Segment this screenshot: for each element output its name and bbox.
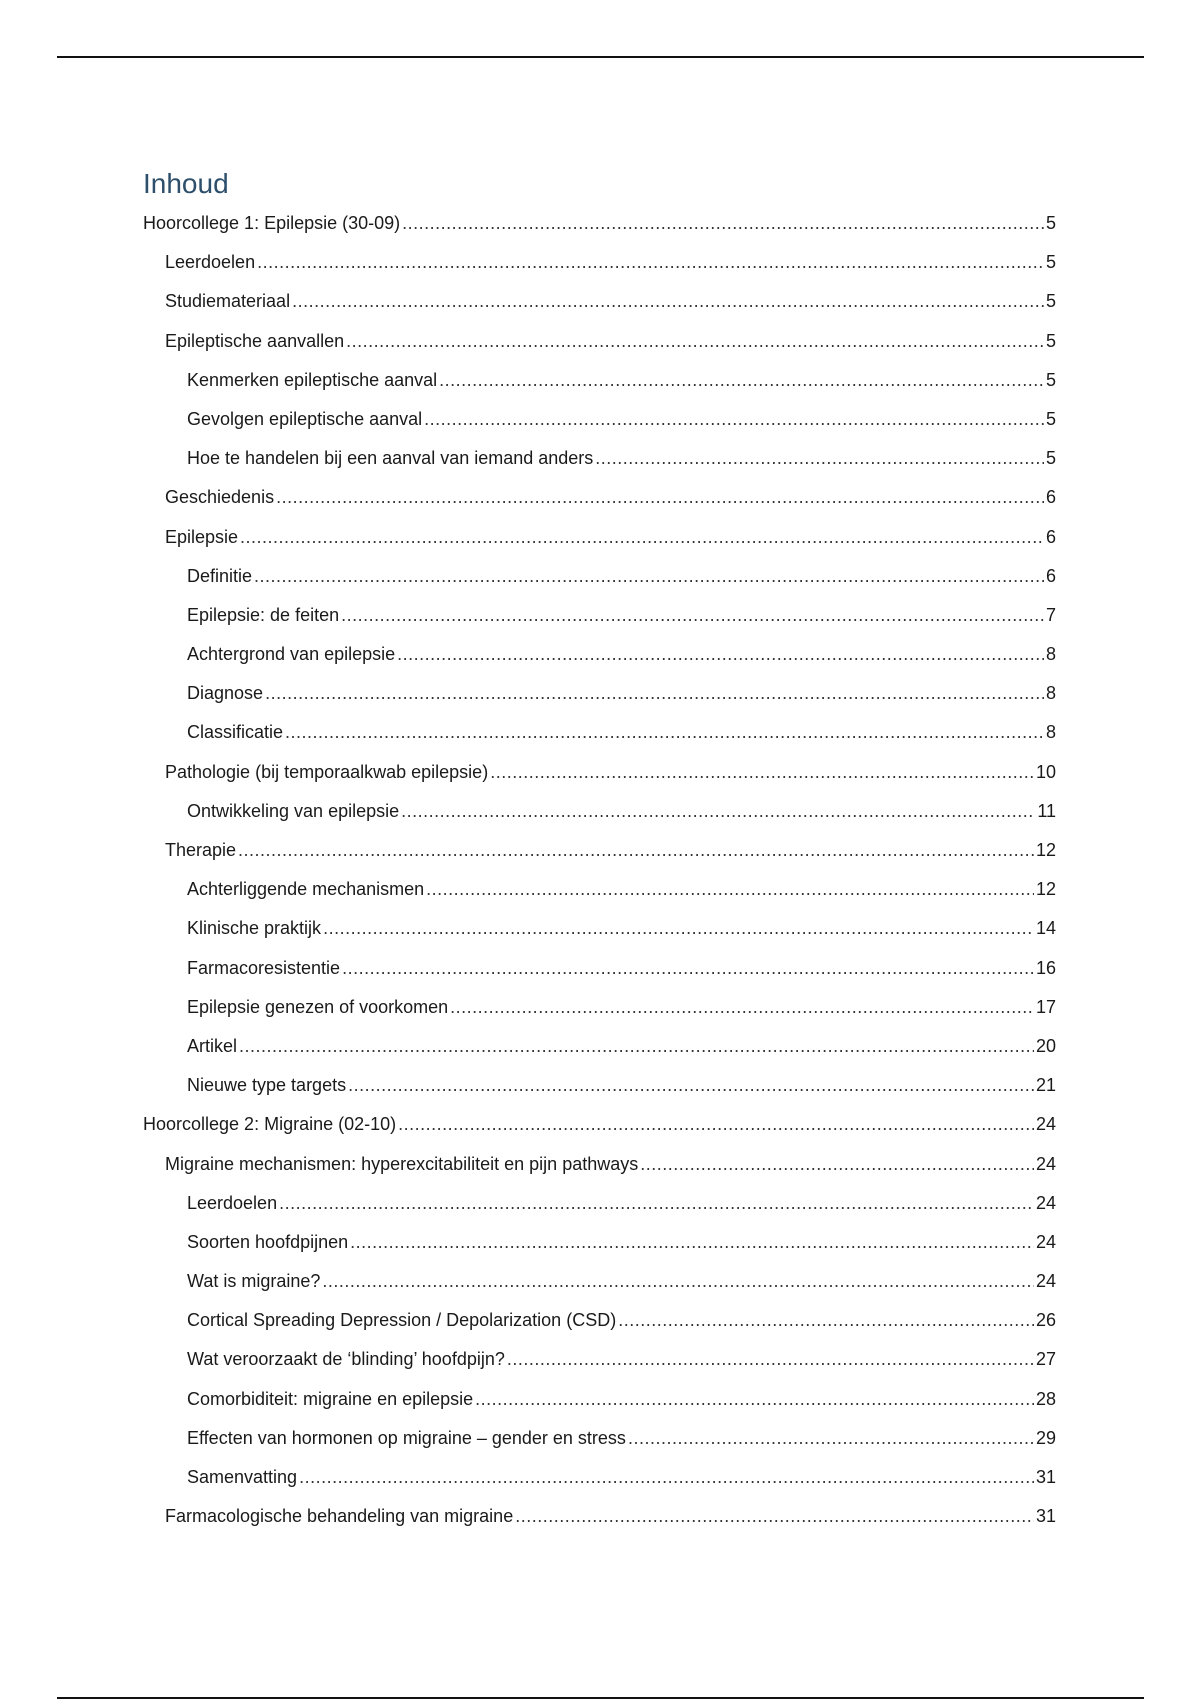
toc-dot-leader (276, 482, 1044, 512)
toc-dot-leader (279, 1188, 1034, 1218)
toc-dot-leader (475, 1384, 1034, 1414)
toc-dot-leader (240, 522, 1044, 552)
toc-entry-label: Leerdoelen (187, 1192, 278, 1213)
table-of-contents (143, 208, 1056, 1540)
toc-entry-label: Leerdoelen (165, 252, 256, 273)
toc-entry-label: Farmacologische behandeling van migraine (165, 1506, 514, 1527)
toc-entry[interactable] (143, 1070, 1056, 1109)
toc-entry-label: Epilepsie (165, 526, 239, 547)
toc-entry[interactable] (143, 247, 1056, 286)
toc-entry[interactable] (143, 1031, 1056, 1070)
toc-entry-label: Achterliggende mechanismen (187, 879, 425, 900)
toc-entry[interactable] (143, 482, 1056, 521)
toc-entry-label: Therapie (165, 840, 237, 860)
toc-entry-page: 11 (1037, 800, 1056, 821)
toc-dot-leader (299, 1462, 1034, 1492)
toc-entry-page: 24 (1035, 1192, 1056, 1213)
toc-entry-label: Wat veroorzaakt de ‘blinding’ hoofdpijn? (187, 1349, 505, 1370)
toc-entry[interactable] (143, 796, 1056, 835)
toc-entry-page: 5 (1045, 448, 1056, 469)
toc-entry-page: 5 (1045, 291, 1056, 312)
toc-entry-page: 8 (1045, 683, 1056, 704)
toc-entry[interactable] (143, 365, 1056, 404)
toc-dot-leader (323, 913, 1034, 943)
toc-entry[interactable] (143, 443, 1056, 482)
toc-dot-leader (640, 1149, 1034, 1179)
toc-entry-page: 12 (1035, 840, 1056, 860)
toc-dot-leader (424, 404, 1044, 434)
toc-entry-label: Definitie (187, 565, 253, 586)
toc-entry[interactable] (143, 208, 1056, 247)
toc-entry-page: 8 (1045, 644, 1056, 665)
toc-entry-page: 21 (1035, 1075, 1056, 1096)
toc-entry[interactable] (143, 404, 1056, 443)
toc-entry-label: Epileptische aanvallen (165, 330, 345, 351)
toc-entry-label: Achtergrond van epilepsie (187, 644, 396, 665)
toc-entry[interactable] (143, 1188, 1056, 1227)
toc-entry[interactable] (143, 1305, 1056, 1344)
toc-dot-leader (239, 1031, 1034, 1061)
toc-dot-leader (285, 717, 1044, 747)
toc-entry-page: 6 (1045, 526, 1056, 547)
toc-entry[interactable] (143, 1227, 1056, 1266)
toc-entry-page: 10 (1035, 761, 1056, 782)
toc-entry[interactable] (143, 1462, 1056, 1501)
toc-dot-leader (398, 1109, 1034, 1139)
toc-dot-leader (350, 1227, 1034, 1257)
toc-entry[interactable] (143, 1384, 1056, 1423)
toc-entry-label: Diagnose (187, 683, 264, 704)
toc-entry-page: 14 (1035, 918, 1056, 939)
toc-entry-page: 6 (1045, 487, 1056, 508)
toc-dot-leader (618, 1305, 1034, 1335)
toc-entry-page: 16 (1035, 957, 1056, 978)
toc-dot-leader (490, 757, 1034, 787)
toc-entry-page: 27 (1035, 1349, 1056, 1370)
toc-dot-leader (507, 1344, 1034, 1374)
toc-dot-leader (402, 208, 1044, 238)
toc-entry[interactable] (143, 992, 1056, 1031)
toc-entry[interactable] (143, 1149, 1056, 1188)
toc-entry-page: 29 (1035, 1427, 1056, 1448)
toc-dot-leader (238, 835, 1034, 865)
toc-entry-page: 31 (1035, 1506, 1056, 1527)
toc-entry-label: Gevolgen epileptische aanval (187, 408, 423, 429)
toc-entry[interactable] (143, 874, 1056, 913)
toc-entry-page: 8 (1045, 722, 1056, 743)
toc-dot-leader (439, 365, 1044, 395)
toc-dot-leader (292, 286, 1044, 316)
toc-entry-label: Epilepsie: de feiten (187, 604, 340, 625)
toc-entry-page: 5 (1045, 408, 1056, 429)
toc-entry-label: Farmacoresistentie (187, 957, 341, 978)
toc-dot-leader (346, 326, 1044, 356)
toc-entry-page: 12 (1035, 879, 1056, 900)
toc-dot-leader (257, 247, 1044, 277)
toc-entry[interactable] (143, 1344, 1056, 1383)
toc-entry-label: Soorten hoofdpijnen (187, 1231, 349, 1252)
toc-entry[interactable] (143, 835, 1056, 874)
toc-dot-leader (628, 1423, 1034, 1453)
toc-title: Inhoud (143, 168, 229, 199)
toc-entry[interactable] (143, 561, 1056, 600)
toc-entry-label: Effecten van hormonen op migraine – gender en stress (187, 1427, 626, 1448)
toc-dot-leader (254, 561, 1044, 591)
toc-entry-label: Hoorcollege 2: Migraine (02-10) (143, 1114, 397, 1135)
toc-entry-page: 24 (1035, 1153, 1056, 1174)
toc-entry-label: Cortical Spreading Depression / Depolarization (CSD) (187, 1310, 617, 1331)
toc-entry-page: 20 (1035, 1035, 1056, 1056)
toc-entry-label: Geschiedenis (165, 487, 275, 508)
toc-entry-label: Samenvatting (187, 1467, 298, 1487)
toc-dot-leader (397, 639, 1044, 669)
toc-entry-label: Ontwikkeling van epilepsie (187, 800, 400, 821)
toc-entry[interactable] (143, 717, 1056, 756)
toc-entry-label: Comorbiditeit: migraine en epilepsie (187, 1388, 474, 1409)
toc-entry-label: Hoe te handelen bij een aanval van iemand anders (187, 448, 594, 469)
toc-entry-label: Pathologie (bij temporaalkwab epilepsie) (165, 761, 489, 782)
toc-dot-leader (341, 600, 1044, 630)
toc-dot-leader (265, 678, 1044, 708)
toc-entry-page: 28 (1035, 1388, 1056, 1409)
toc-entry[interactable] (143, 326, 1056, 365)
toc-dot-leader (450, 992, 1034, 1022)
toc-entry-label: Epilepsie genezen of voorkomen (187, 996, 449, 1017)
toc-dot-leader (322, 1266, 1034, 1296)
toc-entry[interactable] (143, 757, 1056, 796)
toc-entry-label: Studiemateriaal (165, 291, 291, 312)
toc-entry-label: Classificatie (187, 722, 284, 743)
toc-entry[interactable] (143, 286, 1056, 325)
toc-entry-page: 24 (1035, 1271, 1056, 1292)
header-rule (57, 56, 1144, 58)
toc-entry-page: 5 (1045, 252, 1056, 273)
toc-entry-page: 5 (1045, 213, 1056, 233)
toc-entry-label: Nieuwe type targets (187, 1075, 347, 1096)
toc-entry-label: Hoorcollege 1: Epilepsie (30-09) (143, 213, 401, 233)
toc-dot-leader (426, 874, 1034, 904)
toc-entry-page: 6 (1045, 565, 1056, 586)
toc-entry-label: Klinische praktijk (187, 918, 322, 939)
toc-entry-label: Wat is migraine? (187, 1271, 321, 1292)
footer-rule (57, 1697, 1144, 1699)
toc-entry[interactable] (143, 678, 1056, 717)
toc-entry-page: 24 (1035, 1114, 1056, 1135)
toc-dot-leader (595, 443, 1044, 473)
toc-entry-page: 5 (1045, 330, 1056, 351)
toc-entry-page: 24 (1035, 1231, 1056, 1252)
toc-dot-leader (342, 953, 1034, 983)
toc-entry[interactable] (143, 522, 1056, 561)
toc-entry-page: 26 (1035, 1310, 1056, 1331)
toc-entry[interactable] (143, 1501, 1056, 1540)
toc-entry-page: 31 (1035, 1467, 1056, 1487)
toc-entry-label: Migraine mechanismen: hyperexcitabiliteit en pijn pathways (165, 1153, 639, 1174)
toc-dot-leader (515, 1501, 1034, 1531)
toc-entry[interactable] (143, 1109, 1056, 1148)
toc-entry-label: Artikel (187, 1035, 238, 1056)
toc-entry[interactable] (143, 639, 1056, 678)
toc-entry[interactable] (143, 1266, 1056, 1305)
toc-entry[interactable] (143, 913, 1056, 952)
toc-entry[interactable] (143, 600, 1056, 639)
toc-entry-label: Kenmerken epileptische aanval (187, 369, 438, 390)
toc-entry[interactable] (143, 1423, 1056, 1462)
toc-entry-page: 5 (1045, 369, 1056, 390)
toc-dot-leader (401, 796, 1035, 826)
toc-entry-page: 7 (1045, 604, 1056, 625)
toc-entry[interactable] (143, 953, 1056, 992)
toc-entry-page: 17 (1035, 996, 1056, 1017)
toc-dot-leader (348, 1070, 1034, 1100)
